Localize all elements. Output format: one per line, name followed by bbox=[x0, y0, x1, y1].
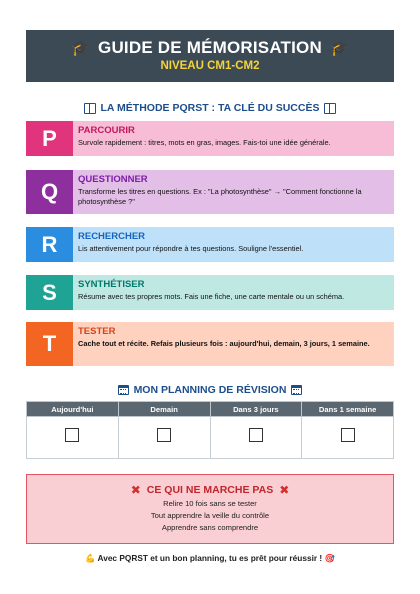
step-card-q bbox=[26, 170, 394, 214]
step-body bbox=[73, 170, 394, 214]
step-description: Lis attentivement pour répondre à tes questions. Souligne l'essentiel. bbox=[78, 244, 304, 253]
warning-title: CE QUI NE MARCHE PAS bbox=[146, 484, 274, 496]
calendar-icon bbox=[291, 385, 302, 395]
guide-title-row bbox=[26, 38, 394, 58]
warning-title-row bbox=[27, 484, 393, 496]
step-name: RECHERCHER bbox=[78, 231, 146, 242]
table-cell bbox=[27, 417, 119, 459]
step-body bbox=[73, 227, 394, 262]
step-letter: S bbox=[26, 275, 73, 310]
column-header-3-days: Dans 3 jours bbox=[210, 402, 302, 417]
step-letter: R bbox=[26, 227, 73, 262]
guide-subtitle: NIVEAU CM1-CM2 bbox=[160, 60, 260, 72]
warning-box bbox=[26, 474, 394, 544]
planning-section-title bbox=[26, 384, 394, 396]
bicep-icon: 💪 bbox=[85, 553, 96, 563]
step-letter: T bbox=[26, 322, 73, 366]
column-header-today: Aujourd'hui bbox=[27, 402, 119, 417]
cross-mark-icon: ✖ bbox=[130, 483, 141, 497]
planning-checkbox-row bbox=[27, 417, 394, 459]
guide-title: GUIDE DE MÉMORISATION bbox=[98, 38, 322, 57]
checkbox-1-week[interactable] bbox=[341, 428, 355, 442]
step-card-p bbox=[26, 121, 394, 156]
step-letter: P bbox=[26, 121, 73, 156]
method-title-text: LA MÉTHODE PQRST : TA CLÉ DU SUCCÈS bbox=[100, 102, 320, 114]
cross-mark-icon: ✖ bbox=[279, 483, 290, 497]
step-card-s bbox=[26, 275, 394, 310]
warning-item: Relire 10 fois sans se tester bbox=[163, 499, 257, 508]
step-name: SYNTHÉTISER bbox=[78, 279, 145, 290]
calendar-icon bbox=[118, 385, 129, 395]
column-header-1-week: Dans 1 semaine bbox=[302, 402, 394, 417]
table-cell bbox=[118, 417, 210, 459]
method-section-title bbox=[26, 102, 394, 114]
step-body bbox=[73, 121, 394, 156]
warning-item: Apprendre sans comprendre bbox=[161, 523, 259, 532]
column-header-tomorrow: Demain bbox=[118, 402, 210, 417]
planning-table bbox=[26, 401, 394, 459]
checkbox-today[interactable] bbox=[65, 428, 79, 442]
footer-text: Avec PQRST et un bon planning, tu es prêt pour réussir ! bbox=[97, 553, 323, 563]
step-name: PARCOURIR bbox=[78, 125, 135, 136]
step-letter: Q bbox=[26, 170, 73, 214]
checkbox-tomorrow[interactable] bbox=[157, 428, 171, 442]
target-icon: 🎯 bbox=[324, 553, 335, 563]
step-name: TESTER bbox=[78, 326, 116, 337]
book-icon bbox=[324, 103, 336, 113]
checkbox-3-days[interactable] bbox=[249, 428, 263, 442]
planning-title-text: MON PLANNING DE RÉVISION bbox=[133, 384, 287, 396]
header-banner bbox=[26, 30, 394, 82]
step-description: Survole rapidement : titres, mots en gras, images. Fais-toi une idée générale. bbox=[78, 138, 331, 147]
planning-header-row bbox=[27, 402, 394, 417]
graduation-cap-icon: 🎓 bbox=[71, 39, 91, 57]
step-description: Cache tout et récite. Refais plusieurs fois : aujourd'hui, demain, 3 jours, 1 semaine. bbox=[78, 339, 370, 348]
footer-message bbox=[26, 553, 394, 564]
step-card-r bbox=[26, 227, 394, 262]
table-cell bbox=[210, 417, 302, 459]
warning-item: Tout apprendre la veille du contrôle bbox=[150, 511, 270, 520]
table-cell bbox=[302, 417, 394, 459]
step-card-t bbox=[26, 322, 394, 366]
step-body bbox=[73, 275, 394, 310]
step-body bbox=[73, 322, 394, 366]
book-icon bbox=[84, 103, 96, 113]
step-description: Résume avec tes propres mots. Fais une fiche, une carte mentale ou un schéma. bbox=[78, 292, 345, 301]
step-name: QUESTIONNER bbox=[78, 174, 148, 185]
step-description: Transforme les titres en questions. Ex : "La photosynthèse" → "Comment fonctionne la photosynthèse ?" bbox=[78, 187, 362, 206]
graduation-cap-icon: 🎓 bbox=[329, 39, 349, 57]
